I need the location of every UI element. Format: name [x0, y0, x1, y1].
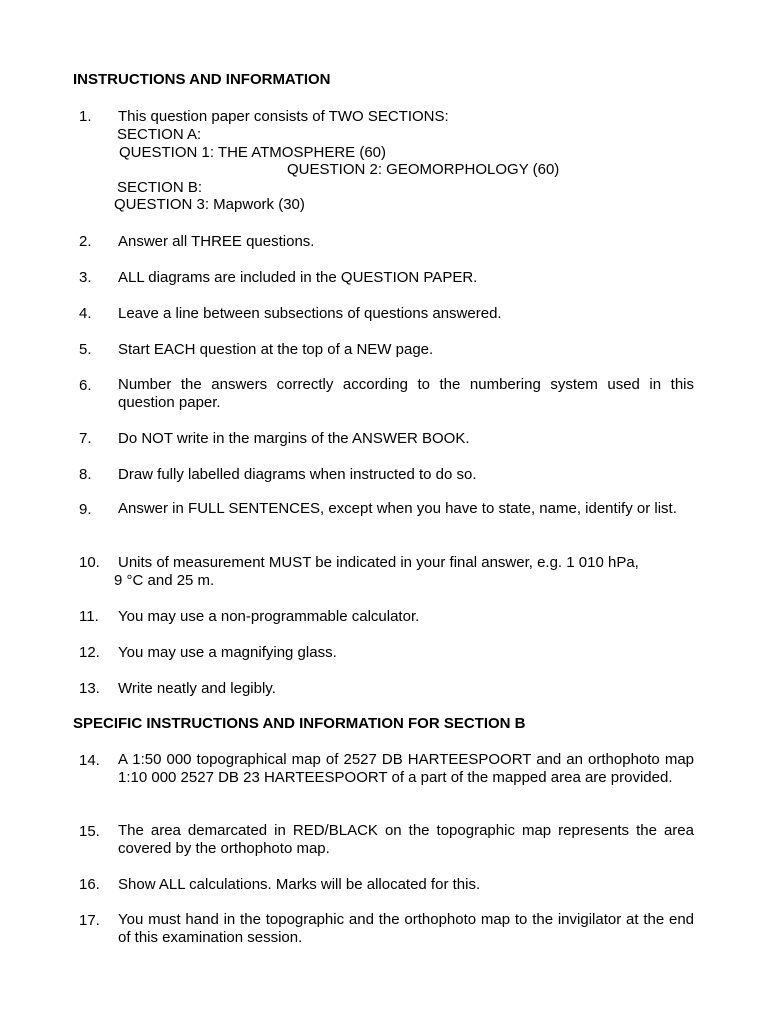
item-10-text: Units of measurement MUST be indicated in your final answer, e.g. 1 010 hPa,: [118, 554, 639, 571]
item-15-text: The area demarcated in RED/BLACK on the topographic map represents the area covered by the orthophoto map.: [118, 822, 694, 857]
item-7-text: Do NOT write in the margins of the ANSWER BOOK.: [118, 430, 470, 447]
instructions-heading: INSTRUCTIONS AND INFORMATION: [73, 71, 331, 88]
item-11-text: You may use a non-programmable calculator.: [118, 608, 420, 625]
item-17-number: 17.: [79, 912, 100, 929]
item-13-number: 13.: [79, 680, 100, 697]
item-13-text: Write neatly and legibly.: [118, 680, 276, 697]
item-5-number: 5.: [79, 341, 92, 358]
item-9-number: 9.: [79, 501, 92, 518]
section-a-label: SECTION A:: [117, 126, 202, 143]
item-1-number: 1.: [79, 108, 92, 125]
item-16-number: 16.: [79, 876, 100, 893]
section-b-label: SECTION B:: [117, 179, 203, 196]
item-14-number: 14.: [79, 752, 100, 769]
item-7-number: 7.: [79, 430, 92, 447]
item-12-text: You may use a magnifying glass.: [118, 644, 337, 661]
item-4-number: 4.: [79, 305, 92, 322]
item-6-text: Number the answers correctly according to the numbering system used in this question paper.: [118, 376, 694, 411]
item-3-number: 3.: [79, 269, 92, 286]
item-6-number: 6.: [79, 377, 92, 394]
item-1-text: This question paper consists of TWO SECTIONS:: [118, 108, 449, 125]
item-5-text: Start EACH question at the top of a NEW page.: [118, 341, 434, 358]
item-14-text: A 1:50 000 topographical map of 2527 DB HARTEESPOORT and an orthophoto map 1:10 000 2527 DB 23 HARTEESPOORT of a part of the mapped area are provided.: [118, 751, 694, 786]
item-8-number: 8.: [79, 466, 92, 483]
item-9-text: Answer in FULL SENTENCES, except when you have to state, name, identify or list.: [118, 500, 677, 517]
item-11-number: 11.: [79, 608, 99, 625]
question-3-line: QUESTION 3: Mapwork (30): [114, 196, 305, 213]
item-10-continuation: 9 °C and 25 m.: [114, 572, 215, 589]
item-2-number: 2.: [79, 233, 92, 250]
item-15-number: 15.: [79, 823, 100, 840]
item-2-text: Answer all THREE questions.: [118, 233, 315, 250]
question-1-line: QUESTION 1: THE ATMOSPHERE (60): [119, 144, 386, 161]
item-4-text: Leave a line between subsections of questions answered.: [118, 305, 502, 322]
section-b-heading: SPECIFIC INSTRUCTIONS AND INFORMATION FOR SECTION B: [73, 715, 526, 732]
item-8-text: Draw fully labelled diagrams when instructed to do so.: [118, 466, 477, 483]
item-3-text: ALL diagrams are included in the QUESTION PAPER.: [118, 269, 478, 286]
item-10-number: 10.: [79, 554, 100, 571]
item-16-text: Show ALL calculations. Marks will be allocated for this.: [118, 876, 481, 893]
item-12-number: 12.: [79, 644, 100, 661]
item-17-text: You must hand in the topographic and the orthophoto map to the invigilator at the end of this examination session.: [118, 911, 694, 946]
question-2-line: QUESTION 2: GEOMORPHOLOGY (60): [287, 161, 560, 178]
